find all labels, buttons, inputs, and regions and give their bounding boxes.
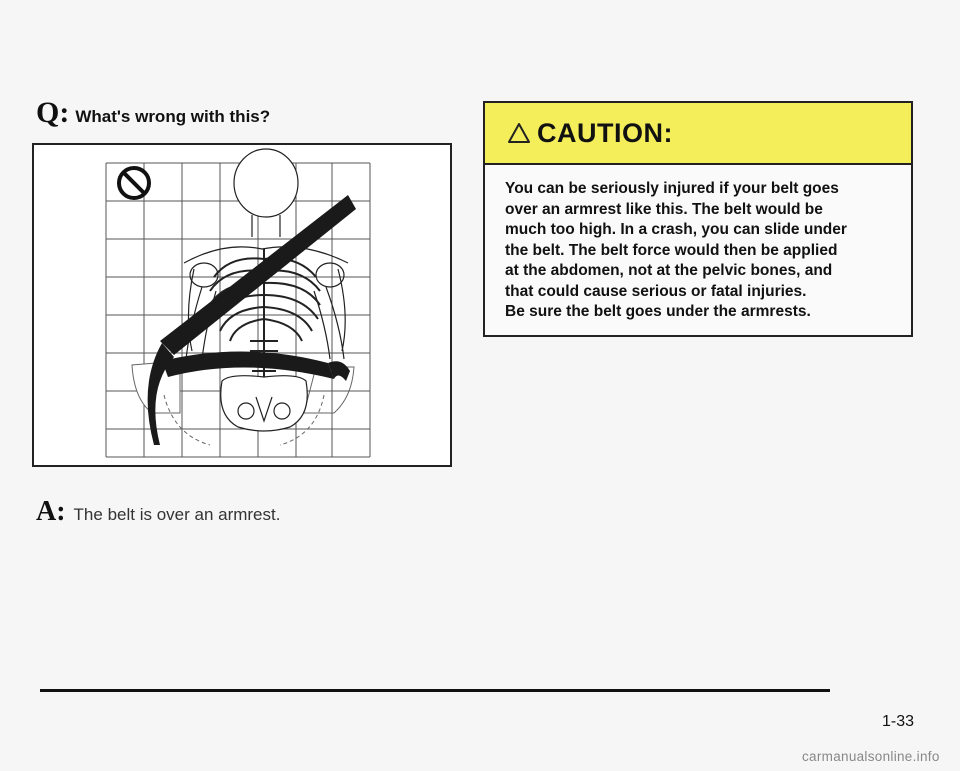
caution-line: You can be seriously injured if your belt goes [505, 180, 839, 197]
answer-line [36, 496, 280, 528]
question-heading [36, 96, 270, 130]
caution-line: that could cause serious or fatal injuries. [505, 282, 807, 300]
watermark: carmanualsonline.info [802, 749, 940, 764]
caution-line: the belt. The belt force would then be applied [505, 241, 838, 259]
answer-letter: A: [36, 496, 66, 527]
question-letter: Q: [36, 96, 70, 129]
warning-triangle-icon [507, 122, 531, 144]
footer-rule [40, 689, 830, 692]
answer-text: The belt is over an armrest. [73, 505, 281, 524]
caution-header [485, 103, 911, 165]
caution-line: Be sure the belt goes under the armrests. [505, 303, 811, 320]
caution-box [483, 101, 913, 337]
prohibited-icon [119, 168, 149, 198]
caution-line: much too high. In a crash, you can slide under [505, 221, 847, 238]
caution-title: CAUTION: [537, 117, 673, 148]
caution-line: over an armrest like this. The belt would be [505, 200, 823, 218]
caution-body [485, 165, 911, 323]
seatbelt-figure [32, 143, 452, 467]
page-number: 1-33 [882, 713, 915, 730]
caution-line: at the abdomen, not at the pelvic bones, and [505, 262, 833, 279]
question-text: What's wrong with this? [75, 107, 271, 126]
skeleton-illustration [34, 145, 450, 465]
